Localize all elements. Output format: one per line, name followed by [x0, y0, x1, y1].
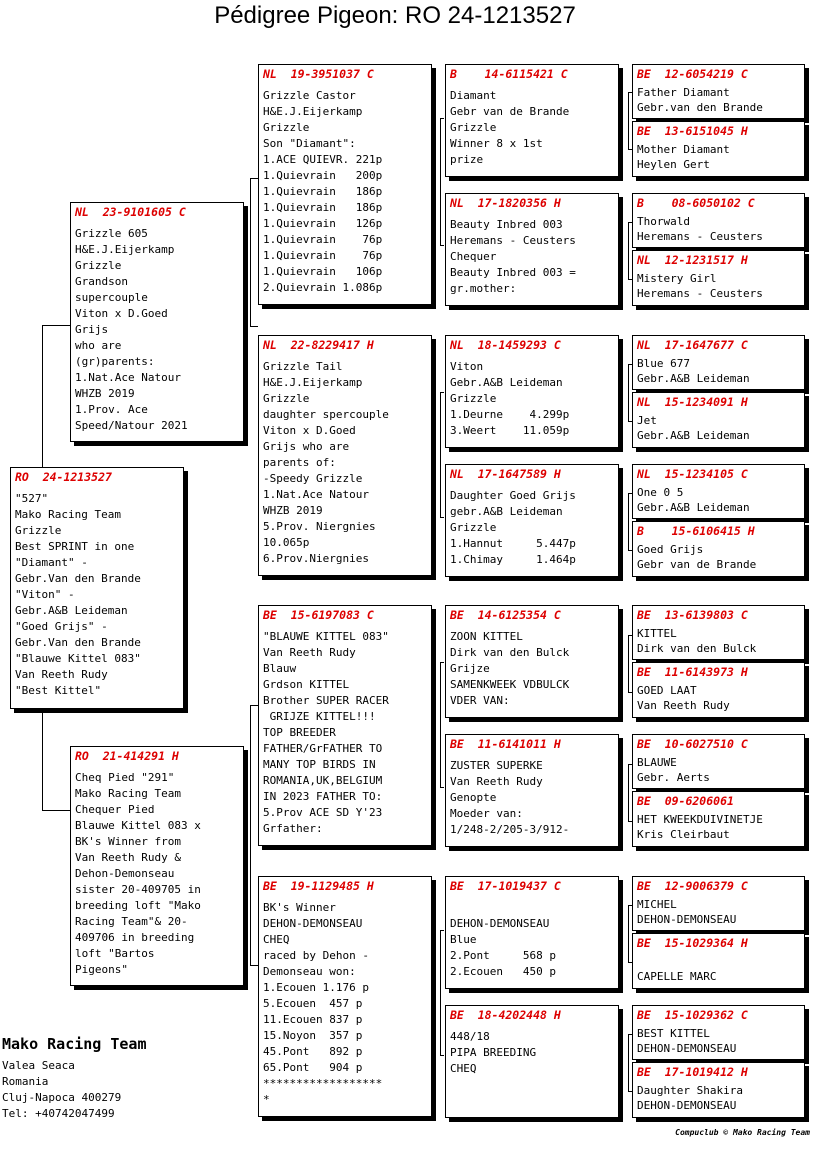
card-details [637, 482, 800, 515]
detail-line: 1.Nat.Ace Natour [75, 371, 181, 384]
detail-line: PIPA BREEDING [450, 1046, 537, 1059]
detail-line: 1.Hannut 5.447p [450, 537, 576, 550]
ring-number: BE 17-1019437 C [450, 879, 561, 893]
detail-line: Gebr.A&B Leideman [15, 604, 128, 617]
detail-line: WHZB 2019 [75, 387, 135, 400]
ring-number: NL 17-1647589 H [450, 467, 561, 481]
connector [250, 705, 251, 965]
card-details [637, 410, 800, 443]
detail-line: Demonseau won: [263, 965, 356, 978]
card-details [450, 752, 614, 838]
detail-line: Mako Racing Team [15, 508, 121, 521]
connector [42, 810, 70, 811]
detail-line: 6.Prov.Niergnies [263, 552, 369, 565]
card-details [637, 539, 800, 572]
detail-line: Gebr.A&B Leideman [637, 501, 750, 514]
connector [440, 118, 444, 246]
detail-line: ZUSTER SUPERKE [450, 759, 543, 772]
detail-line: Dehon-Demonseau [75, 867, 175, 880]
detail-line: H&E.J.Eijerkamp [263, 105, 363, 118]
detail-line: Gebr van de Brande [637, 558, 757, 571]
ring-number: B 15-6106415 H [637, 524, 755, 538]
detail-line: 1.Quievrain 200p [263, 169, 383, 182]
detail-line [450, 900, 614, 916]
detail-line: Best SPRINT in one [15, 540, 135, 553]
detail-line: GRIJZE KITTEL!!! [263, 710, 376, 723]
detail-line: 1.Deurne 4.299p [450, 408, 570, 421]
ring-number: RO 21-414291 H [75, 749, 179, 763]
detail-line: Chequer Pied [75, 803, 155, 816]
detail-line: DEHON-DEMONSEAU [263, 917, 363, 930]
detail-line: SAMENKWEEK VDBULCK [450, 678, 570, 691]
detail-line: Blue 677 [637, 357, 690, 370]
detail-line: 65.Pont 904 p [263, 1061, 363, 1074]
detail-line: Van Reeth Rudy [263, 646, 356, 659]
card-details [637, 1023, 800, 1056]
card-details [450, 482, 614, 568]
detail-line: Grizzle Castor [263, 89, 356, 102]
ring-number: RO 24-1213527 [15, 470, 112, 484]
detail-line: Grizzle [263, 121, 310, 134]
detail-line: Heremans - Ceusters [637, 287, 763, 300]
detail-line: BLAUWE [637, 756, 677, 769]
detail-line: 1.Quievrain 76p [263, 233, 383, 246]
detail-line: Mistery Girl [637, 272, 717, 285]
card-details [637, 353, 800, 386]
great-grandparent-card [445, 335, 619, 448]
detail-line: WHZB 2019 [263, 504, 323, 517]
detail-line: BK's Winner [263, 901, 336, 914]
ancestor-card [632, 521, 805, 577]
detail-line: 5.Prov. Niergnies [263, 520, 376, 533]
detail-line: Mako Racing Team [75, 787, 181, 800]
card-details [637, 1080, 800, 1113]
detail-line: Jet [637, 414, 657, 427]
detail-line: Grijze [450, 662, 490, 675]
detail-line: Goed Grijs [637, 543, 704, 556]
detail-line: DEHON-DEMONSEAU [450, 917, 550, 930]
detail-line: Grizzle 605 [75, 227, 148, 240]
detail-line: DEHON-DEMONSEAU [637, 913, 737, 926]
ring-number: NL 15-1234105 C [637, 467, 748, 481]
detail-line: 1.Quievrain 106p [263, 265, 383, 278]
phone-line: Tel: +40742047499 [2, 1107, 115, 1120]
ring-number: BE 10-6027510 C [637, 737, 748, 751]
detail-line: (gr)parents: [75, 355, 155, 368]
detail-line: Daughter Shakira [637, 1084, 743, 1097]
connector [250, 178, 258, 179]
detail-line: Gebr.Van den Brande [15, 572, 141, 585]
detail-line: Gebr. Aerts [637, 771, 710, 784]
detail-line: Grizzle [450, 392, 497, 405]
ring-number: BE 11-6143973 H [637, 665, 748, 679]
ancestor-card [632, 121, 805, 177]
detail-line: One 0 5 [637, 486, 684, 499]
card-details [637, 894, 800, 927]
detail-line: 5.Ecouen 457 p [263, 997, 363, 1010]
detail-line: Van Reeth Rudy & [75, 851, 181, 864]
detail-line: Heylen Gert [637, 158, 710, 171]
detail-line: CHEQ [450, 1062, 477, 1075]
ring-number: BE 09-6206061 [637, 794, 734, 808]
detail-line: Racing Team"& 20- [75, 915, 188, 928]
detail-line: 45.Pont 892 p [263, 1045, 363, 1058]
ring-number: NL 15-1234091 H [637, 395, 748, 409]
connector [250, 705, 258, 706]
ancestor-card [632, 734, 805, 789]
detail-line: FATHER/GrFATHER TO [263, 742, 383, 755]
great-grandparent-card [445, 605, 619, 718]
detail-line: Blauwe Kittel 083 x [75, 819, 201, 832]
card-details [637, 211, 800, 244]
detail-line: breeding loft "Mako [75, 899, 201, 912]
detail-line: sister 20-409705 in [75, 883, 201, 896]
ancestor-card [632, 662, 805, 718]
ring-number: BE 13-6151045 H [637, 124, 748, 138]
address-line: Valea Seaca [2, 1059, 75, 1072]
detail-line: HET KWEEKDUIVINETJE [637, 813, 763, 826]
detail-line: 3.Weert 11.059p [450, 424, 570, 437]
detail-line: gebr.A&B Leideman [450, 505, 563, 518]
ring-number: NL 22-8229417 H [263, 338, 374, 352]
detail-line: TOP BREEDER [263, 726, 336, 739]
detail-line: who are [75, 339, 122, 352]
great-grandparent-card [445, 1005, 619, 1118]
detail-line: parents of: [263, 456, 336, 469]
detail-line: Genopte [450, 791, 497, 804]
detail-line: loft "Bartos [75, 947, 155, 960]
detail-line: ****************** [263, 1077, 383, 1090]
detail-line: Kris Cleirbaut [637, 828, 730, 841]
card-details [263, 894, 427, 1108]
great-grandparent-card [445, 876, 619, 989]
detail-line: 2.Ecouen 450 p [450, 965, 556, 978]
detail-line: supercouple [75, 291, 148, 304]
detail-line: Mother Diamant [637, 143, 730, 156]
detail-line: 1.Prov. Ace [75, 403, 148, 416]
card-details [263, 82, 427, 296]
card-details [450, 623, 614, 709]
ancestor-card [632, 605, 805, 660]
detail-line: raced by Dehon - [263, 949, 369, 962]
detail-line: CAPELLE MARC [637, 970, 717, 983]
ancestor-card [632, 933, 805, 989]
grandparent-card [258, 605, 432, 846]
ring-number: BE 18-4202448 H [450, 1008, 561, 1022]
card-details [637, 680, 800, 713]
detail-line: Gebr.A&B Leideman [637, 372, 750, 385]
detail-line: MICHEL [637, 898, 677, 911]
detail-line: Grizzle [450, 121, 497, 134]
card-details [450, 353, 614, 439]
address-line: Romania [2, 1075, 49, 1088]
detail-line: Blauw [263, 662, 297, 675]
detail-line: * [263, 1093, 270, 1106]
detail-line: Gebr.A&B Leideman [637, 429, 750, 442]
detail-line: "527" [15, 492, 49, 505]
detail-line: Son "Diamant": [263, 137, 356, 150]
detail-line: 10.065p [263, 536, 310, 549]
detail-line: ZOON KITTEL [450, 630, 523, 643]
detail-line: Gebr.A&B Leideman [450, 376, 563, 389]
detail-line: DEHON-DEMONSEAU [637, 1042, 737, 1055]
detail-line: 1.Quievrain 186p [263, 201, 383, 214]
detail-line: Winner 8 x 1st [450, 137, 543, 150]
detail-line: Grijs [75, 323, 109, 336]
ring-number: NL 23-9101605 C [75, 205, 186, 219]
card-details [450, 894, 614, 980]
ring-number: BE 19-1129485 H [263, 879, 374, 893]
card-details [637, 809, 800, 842]
detail-line: Grizzle [263, 392, 310, 405]
detail-line: Beauty Inbred 003 = [450, 266, 576, 279]
ancestor-card [632, 64, 805, 119]
card-details [15, 485, 179, 699]
card-details [450, 211, 614, 297]
ancestor-card [632, 791, 805, 847]
ring-number: B 14-6115421 C [450, 67, 568, 81]
detail-line: Van Reeth Rudy [637, 699, 730, 712]
detail-line: Grijs who are [263, 440, 350, 453]
card-details [263, 353, 427, 567]
detail-line: Heremans - Ceusters [637, 230, 763, 243]
detail-line: Grizzle [75, 259, 122, 272]
detail-line: Viton x D.Goed [263, 424, 356, 437]
detail-line: Beauty Inbred 003 [450, 218, 563, 231]
detail-line: H&E.J.Eijerkamp [263, 376, 363, 389]
ring-number: BE 14-6125354 C [450, 608, 561, 622]
detail-line: 2.Quievrain 1.086p [263, 281, 383, 294]
detail-line: 1.Ecouen 1.176 p [263, 981, 369, 994]
detail-line: VDER VAN: [450, 694, 510, 707]
detail-line: Viton [450, 360, 484, 373]
detail-line: 1.ACE QUIEVR. 221p [263, 153, 383, 166]
detail-line: Grizzle [450, 521, 497, 534]
detail-line: BEST KITTEL [637, 1027, 710, 1040]
ring-number: BE 15-1029364 H [637, 936, 748, 950]
grandparent-card [258, 876, 432, 1117]
detail-line: 11.Ecouen 837 p [263, 1013, 363, 1026]
ring-number: BE 13-6139803 C [637, 608, 748, 622]
grandparent-card [258, 335, 432, 576]
detail-line: Gebr van de Brande [450, 105, 570, 118]
detail-line: -Speedy Grizzle [263, 472, 363, 485]
ring-number: NL 12-1231517 H [637, 253, 748, 267]
detail-line: "BLAUWE KITTEL 083" [263, 630, 389, 643]
detail-line: Blue [450, 933, 477, 946]
detail-line: gr.mother: [450, 282, 517, 295]
detail-line: ROMANIA,UK,BELGIUM [263, 774, 383, 787]
detail-line: Dirk van den Bulck [637, 642, 757, 655]
connector [440, 662, 444, 788]
detail-line: Diamant [450, 89, 497, 102]
ring-number: NL 17-1820356 H [450, 196, 561, 210]
detail-line: Moeder van: [450, 807, 523, 820]
detail-line: daughter spercouple [263, 408, 389, 421]
software-credit: Compuclub © Mako Racing Team [675, 1128, 810, 1137]
detail-line: Cheq Pied "291" [75, 771, 175, 784]
grandparent-card [258, 64, 432, 305]
detail-line: MANY TOP BIRDS IN [263, 758, 376, 771]
connector [42, 712, 43, 810]
detail-line: 5.Prov ACE SD Y'23 [263, 806, 383, 819]
subject-card [10, 467, 184, 709]
ring-number: BE 12-6054219 C [637, 67, 748, 81]
ancestor-card [632, 250, 805, 306]
connector [250, 965, 258, 966]
detail-line: Father Diamant [637, 86, 730, 99]
great-grandparent-card [445, 734, 619, 847]
card-details [637, 752, 800, 785]
detail-line: 2.Pont 568 p [450, 949, 556, 962]
connector [42, 325, 70, 326]
ring-number: NL 19-3951037 C [263, 67, 374, 81]
card-details [450, 82, 614, 168]
detail-line: Pigeons" [75, 963, 128, 976]
detail-line [637, 954, 800, 969]
detail-line: 1.Quievrain 186p [263, 185, 383, 198]
ring-number: NL 18-1459293 C [450, 338, 561, 352]
address-line: Cluj-Napoca 400279 [2, 1091, 122, 1104]
ancestor-card [632, 193, 805, 248]
detail-line: "Best Kittel" [15, 684, 102, 697]
detail-line: Gebr.van den Brande [637, 101, 763, 114]
detail-line: CHEQ [263, 933, 290, 946]
card-details [637, 623, 800, 656]
detail-line: H&E.J.Eijerkamp [75, 243, 175, 256]
detail-line: Grfather: [263, 822, 323, 835]
dam-card [70, 746, 244, 986]
detail-line: GOED LAAT [637, 684, 697, 697]
detail-line: Grandson [75, 275, 128, 288]
detail-line: "Viton" - [15, 588, 75, 601]
connector [250, 178, 251, 326]
detail-line: Van Reeth Rudy [450, 775, 543, 788]
card-details [450, 1023, 614, 1077]
connector [440, 930, 444, 1056]
detail-line: BK's Winner from [75, 835, 181, 848]
ancestor-card [632, 464, 805, 519]
detail-line: 1.Quievrain 126p [263, 217, 383, 230]
detail-line: 1.Nat.Ace Natour [263, 488, 369, 501]
detail-line: Grizzle Tail [263, 360, 343, 373]
ring-number: NL 17-1647677 C [637, 338, 748, 352]
connector [440, 392, 444, 518]
card-details [637, 951, 800, 984]
detail-line: Viton x D.Goed [75, 307, 168, 320]
detail-line: 15.Noyon 357 p [263, 1029, 363, 1042]
detail-line: Grizzle [15, 524, 62, 537]
connector [250, 326, 258, 327]
detail-line: 1/248-2/205-3/912- [450, 823, 570, 836]
ancestor-card [632, 392, 805, 448]
detail-line: Speed/Natour 2021 [75, 419, 188, 432]
ring-number: BE 11-6141011 H [450, 737, 561, 751]
card-details [637, 268, 800, 301]
detail-line: 448/18 [450, 1030, 490, 1043]
great-grandparent-card [445, 193, 619, 306]
detail-line: Grdson KITTEL [263, 678, 350, 691]
detail-line: Brother SUPER RACER [263, 694, 389, 707]
ancestor-card [632, 1005, 805, 1060]
detail-line: Daughter Goed Grijs [450, 489, 576, 502]
ancestor-card [632, 335, 805, 390]
detail-line: "Diamant" - [15, 556, 88, 569]
detail-line: "Goed Grijs" - [15, 620, 108, 633]
detail-line: Thorwald [637, 215, 690, 228]
ring-number: BE 12-9006379 C [637, 879, 748, 893]
ring-number: BE 15-1029362 C [637, 1008, 748, 1022]
detail-line: KITTEL [637, 627, 677, 640]
page-title: Pédigree Pigeon: RO 24-1213527 [214, 2, 576, 29]
ancestor-card [632, 1062, 805, 1118]
breeder-name: Mako Racing Team [2, 1035, 147, 1053]
breeder-address [2, 1058, 121, 1122]
detail-line: Heremans - Ceusters [450, 234, 576, 247]
card-details [75, 220, 239, 434]
detail-line: Gebr.Van den Brande [15, 636, 141, 649]
detail-line: Chequer [450, 250, 497, 263]
detail-line: 1.Quievrain 76p [263, 249, 383, 262]
ancestor-card [632, 876, 805, 931]
card-details [75, 764, 239, 978]
ring-number: BE 15-6197083 C [263, 608, 374, 622]
ring-number: B 08-6050102 C [637, 196, 755, 210]
detail-line: Dirk van den Bulck [450, 646, 570, 659]
ring-number: BE 17-1019412 H [637, 1065, 748, 1079]
detail-line: prize [450, 153, 484, 166]
card-details [263, 623, 427, 837]
detail-line: Van Reeth Rudy [15, 668, 108, 681]
sire-card [70, 202, 244, 442]
connector [42, 325, 43, 468]
great-grandparent-card [445, 64, 619, 177]
detail-line: IN 2023 FATHER TO: [263, 790, 383, 803]
card-details [637, 139, 800, 172]
great-grandparent-card [445, 464, 619, 577]
detail-line: 409706 in breeding [75, 931, 195, 944]
detail-line: "Blauwe Kittel 083" [15, 652, 141, 665]
card-details [637, 82, 800, 115]
detail-line: DEHON-DEMONSEAU [637, 1099, 737, 1112]
detail-line: 1.Chimay 1.464p [450, 553, 576, 566]
